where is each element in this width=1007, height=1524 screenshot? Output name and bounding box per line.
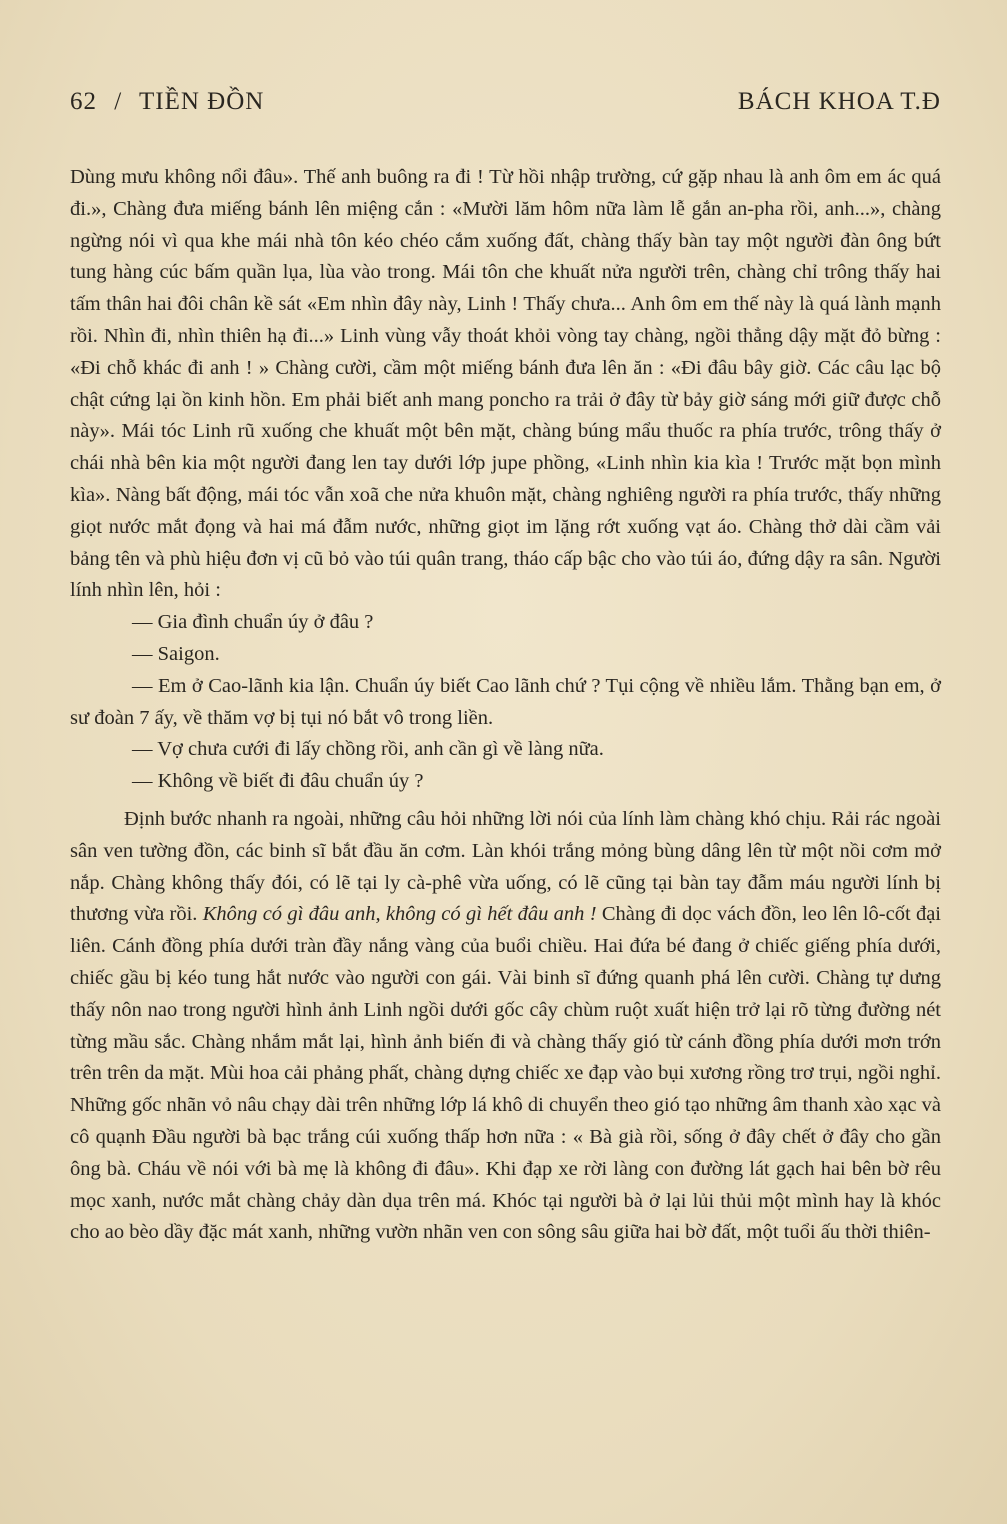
dialogue-line-2: — Saigon. [132, 642, 220, 665]
dialogue-line-5: — Không về biết đi đâu chuẩn úy ? [132, 770, 424, 793]
dialogue-line-4: — Vợ chưa cưới đi lấy chồng rồi, anh cần gì về làng nữa. [132, 738, 604, 761]
paragraph-2-text-b: Chàng đi dọc vách đồn, leo lên lô-cốt đại liên. Cánh đồng phía dưới tràn đầy nắng vàng của buổi chiều. Hai đứa bé đang ở chiếc giếng phía dưới, chiếc gầu bị kéo tung hắt nước vào người con gái. Vài binh sĩ đứng quanh phá lên cười. Chàng tự dưng thấy nôn nao trong người hình ảnh Linh ngồi dưới gốc cây chùm ruột xuất hiện trở lại rõ từng đường nét từng mầu sắc. Chàng nhắm mắt lại, hình ảnh biến đi và chàng thấy gió từ cánh đồng phía dưới mơn trớn trên trên da mặt. Mùi hoa cải phảng phất, chàng dựng chiếc xe đạp vào bụi xương rồng trơ trụi, ngồi nghỉ. Những gốc nhãn vỏ nâu chạy dài trên những lớp lá khô di chuyển theo gió tạo những âm thanh xào xạc và cô quạnh Đầu người bà bạc trắng cúi xuống thấp hơn nữa : « Bà già rồi, sống ở đây chết ở đây cho gần ông bà. Cháu về nói với bà mẹ là không đi đâu». Khi đạp xe rời làng con đường lát gạch hai bên bờ rêu mọc xanh, nước mắt chàng chảy dàn dụa trên má. Khóc tại người bà ở lại lủi thủi một mình hay là khóc cho ao bèo dầy đặc mát xanh, những vườn nhãn ven con sông sâu giữa hai bờ đất, một tuổi ấu thời thiên- [70, 903, 942, 1244]
dialogue-line-1: — Gia đình chuẩn úy ở đâu ? [132, 611, 374, 634]
running-header [70, 88, 941, 116]
paragraph-1: Dùng mưu không nổi đâu». Thế anh buông ra đi ! Từ hồi nhập trường, cứ gặp nhau là anh ôm em ác quá đi.», Chàng đưa miếng bánh lên miệng cắn : «Mười lăm hôm nữa làm lễ gắn an-pha rồi, anh...», chàng ngừng nói vì qua khe mái nhà tôn kéo chéo cắm xuống đất, chàng thấy bàn tay một người đàn ông bứt tung hàng cúc bấm quần lụa, lùa vào trong. Mái tôn che khuất nửa người trên, chàng chỉ trông thấy hai tấm thân hai đôi chân kề sát «Em nhìn đây này, Linh ! Thấy chưa... Anh ôm em thế này là quá lành mạnh rồi. Nhìn đi, nhìn thiên hạ đi...» Linh vùng vẫy thoát khỏi vòng tay chàng, ngồi thẳng dậy mặt đỏ bừng : «Đi chỗ khác đi anh ! » Chàng cười, cầm một miếng bánh đưa lên ăn : «Đi đâu bây giờ. Các câu lạc bộ chật cứng lại ồn kinh hồn. Em phải biết anh mang poncho ra trải ở đây từ bảy giờ sáng mới giữ được chỗ này». Mái tóc Linh rũ xuống che khuất một bên mặt, chàng búng mẩu thuốc ra phía trước, trông thấy ở chái nhà bên kia một người đang len tay dưới lớp jupe phồng, «Linh nhìn kia kìa ! Trước mặt bọn mình kìa». Nàng bất động, mái tóc vẫn xoã che nửa khuôn mặt, chàng nghiêng người ra phía trước, thấy những giọt nước mắt đọng và hai má đẫm nước, những giọt im lặng rớt xuống vạt áo. Chàng thở dài cầm vải bảng tên và phù hiệu đơn vị cũ bỏ vào túi quân trang, tháo cấp bậc cho vào túi áo, đứng dậy ra sân. Người lính nhìn lên, hỏi : [70, 166, 941, 602]
paragraph-2 [70, 804, 941, 1249]
paragraph-2-italic: Không có gì đâu anh, không có gì hết đâu anh ! [202, 903, 597, 926]
paragraph-2-text-a: Định bước nhanh ra ngoài, những câu hỏi những lời nói của lính làm chàng khó chịu. Rải rác ngoài sân ven tường đồn, các binh sĩ bắt đầu ăn cơm. Làn khói trắng mỏng bùng dâng lên từ một nồi cơm mở nắp. Chàng không thấy đói, có lẽ tại ly cà-phê vừa uống, có lẽ cũng tại bàn tay đẫm máu người lính bị thương vừa rồi. [70, 807, 941, 926]
body-text [70, 162, 941, 1249]
page-number: 62 [70, 88, 97, 115]
header-separator: / [114, 88, 123, 115]
header-left [70, 88, 274, 116]
section-title: TIỀN ĐỒN [139, 88, 265, 115]
publication-title: BÁCH KHOA T.Đ [737, 88, 941, 115]
dialogue-line-3: — Em ở Cao-lãnh kia lận. Chuẩn úy biết Cao lãnh chứ ? Tụi cộng về nhiều lắm. Thằng bạn em, ở sư đoàn 7 ấy, về thăm vợ bị tụi nó bắt vô trong liền. [70, 674, 941, 729]
